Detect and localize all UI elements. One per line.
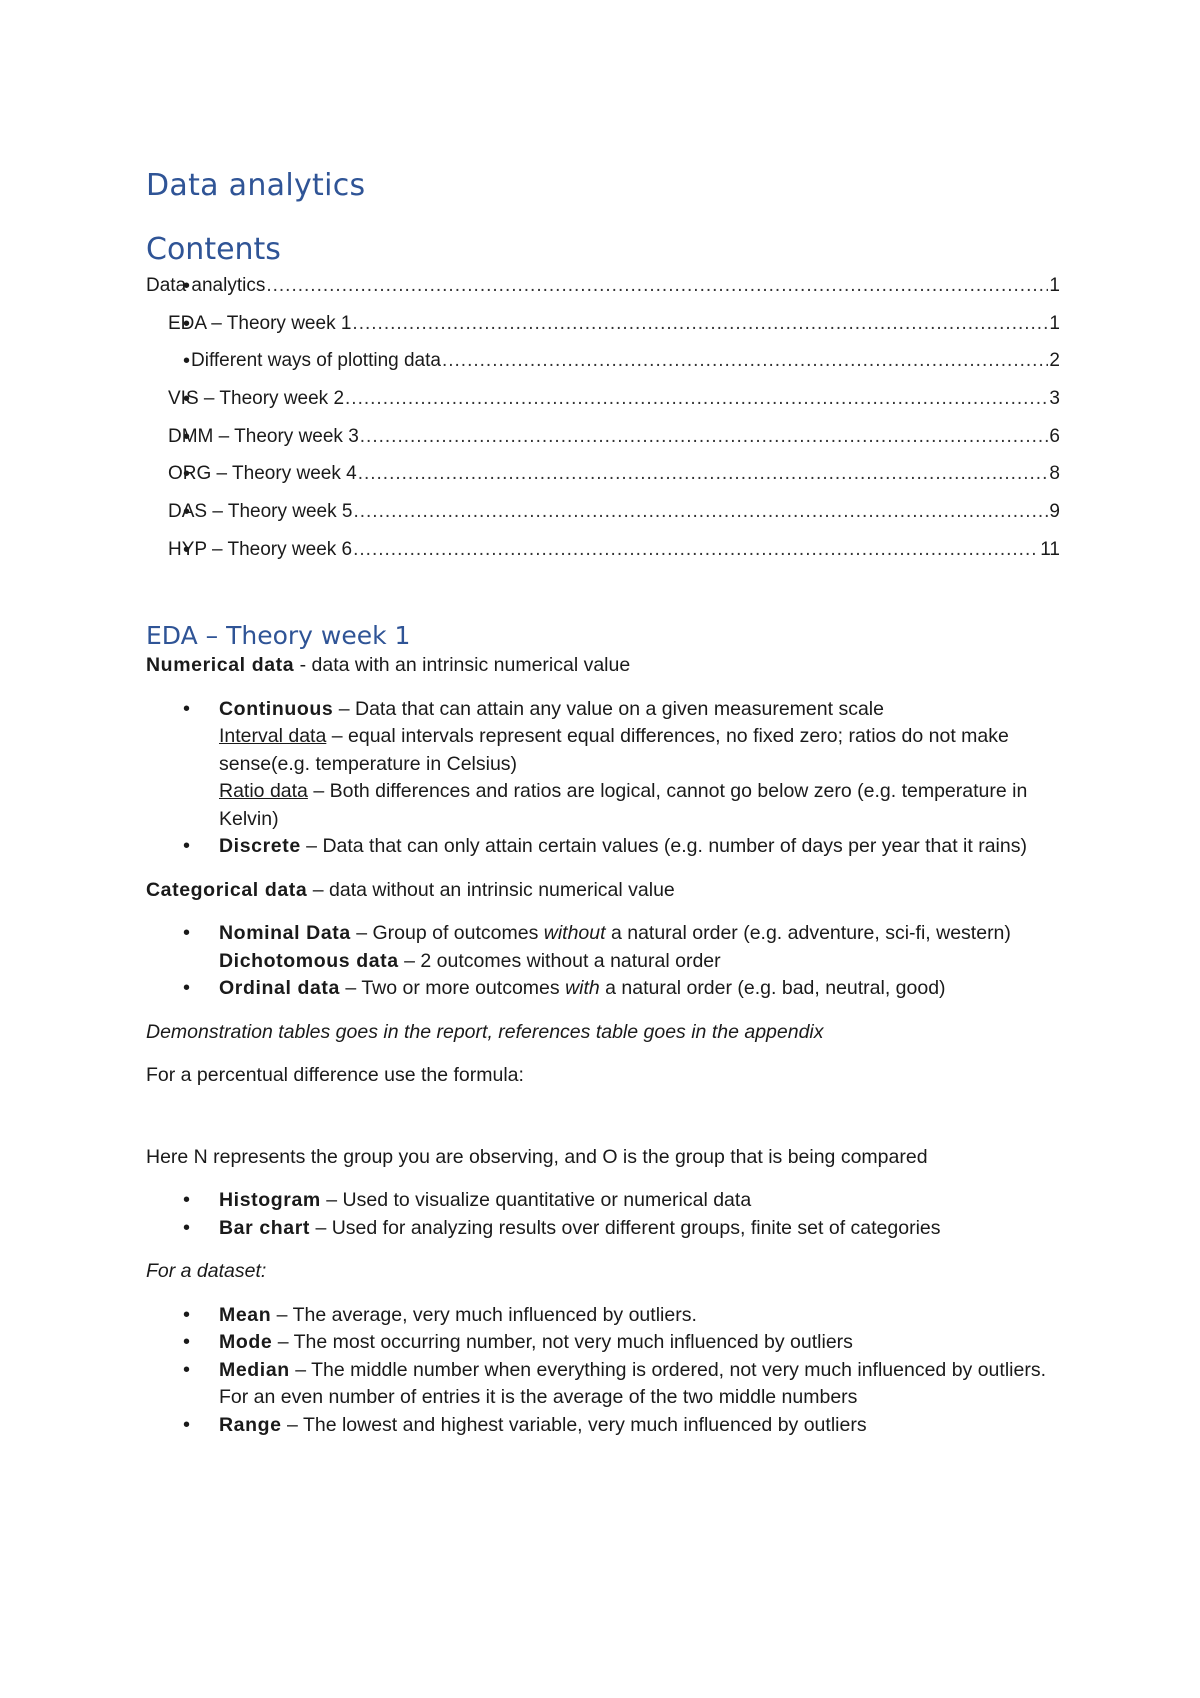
toc-entry-label: • HYP – Theory week 6: [168, 538, 353, 560]
toc-entry-label: • Different ways of plotting data: [191, 350, 441, 372]
toc-entry[interactable]: [146, 501, 1060, 539]
definition: – The average, very much influenced by outliers.: [271, 1303, 697, 1326]
definition: a natural order (e.g. adventure, sci-fi, western): [605, 922, 1011, 944]
term: Dichotomous data: [219, 949, 399, 972]
term: Discrete: [219, 835, 301, 857]
demo-note: [146, 1019, 1060, 1047]
definition: – Used for analyzing results over different groups, finite set of categories: [310, 1216, 941, 1239]
numerical-data-paragraph: [146, 652, 1060, 680]
emphasis: with: [565, 977, 600, 999]
definition: – The most occurring number, not very much influenced by outliers: [272, 1331, 853, 1353]
term: Median: [219, 1358, 290, 1381]
definition: – Group of outcomes: [350, 922, 544, 944]
toc-leader: [345, 388, 1048, 410]
definition: – equal intervals represent equal differences, no fixed zero; ratios do not make sense(e.g. temperature in Celsius): [219, 725, 1009, 775]
section-heading: EDA – Theory week 1: [146, 621, 411, 650]
section-body: [146, 620, 1060, 1455]
toc-entry[interactable]: [146, 539, 1060, 577]
term: Histogram: [219, 1189, 321, 1211]
toc-entry-label: • DAS – Theory week 5: [168, 501, 353, 523]
toc-entry[interactable]: [146, 350, 1060, 388]
dataset-intro-text: For a dataset:: [146, 1260, 267, 1282]
list-item: [146, 1329, 1060, 1357]
toc-entry[interactable]: [146, 463, 1060, 501]
toc-page-number: 3: [1049, 388, 1060, 410]
formula-note: Here N represents the group you are observing, and O is the group that is being compared: [146, 1145, 928, 1168]
dataset-intro: [146, 1258, 1060, 1286]
toc-entry[interactable]: [146, 275, 1060, 313]
list-item: [146, 1187, 1060, 1215]
list-item: [146, 920, 1060, 975]
toc-leader: [353, 539, 1039, 561]
toc-page-number: 9: [1049, 501, 1060, 523]
toc-entry-label: • ORG – Theory week 4: [168, 463, 357, 485]
formula-intro: For a percentual difference use the formula:: [146, 1064, 524, 1086]
definition: a natural order (e.g. bad, neutral, good): [599, 977, 946, 999]
term: Mean: [219, 1303, 272, 1326]
toc-page-number: 2: [1049, 350, 1060, 372]
contents-heading: Contents: [146, 232, 281, 267]
toc-entry[interactable]: [146, 388, 1060, 426]
list-item: [146, 833, 1060, 861]
toc-leader: [353, 501, 1048, 523]
toc-entry[interactable]: [146, 313, 1060, 351]
list-item: [146, 696, 1060, 834]
categorical-data-paragraph: [146, 877, 1060, 905]
list-item: [146, 1357, 1060, 1412]
numerical-data-list: [146, 696, 1060, 861]
term: Continuous: [219, 697, 334, 720]
categorical-data-list: [146, 920, 1060, 1003]
definition: – data without an intrinsic numerical value: [307, 878, 675, 901]
toc-page-number: 6: [1049, 425, 1060, 447]
definition: – Data that can only attain certain values (e.g. number of days per year that it rains): [300, 835, 1027, 857]
toc-page-number: 1: [1049, 275, 1060, 296]
toc-page-number: 1: [1049, 312, 1060, 334]
definition: – The lowest and highest variable, very much influenced by outliers: [281, 1413, 867, 1436]
definition: - data with an intrinsic numerical value: [294, 654, 631, 676]
toc-entry[interactable]: [146, 426, 1060, 464]
toc-leader: [442, 350, 1048, 372]
toc-entry-label: • EDA – Theory week 1: [168, 312, 352, 334]
toc-page-number: 8: [1049, 463, 1060, 485]
list-item: [146, 1412, 1060, 1440]
toc-entry-label: • Data analytics: [146, 275, 266, 296]
emphasis: without: [543, 922, 606, 944]
term: Range: [219, 1413, 282, 1436]
term: Interval data: [219, 725, 327, 747]
term: Categorical data: [146, 878, 308, 901]
toc-entry-label: • DMM – Theory week 3: [168, 425, 359, 447]
table-of-contents: [146, 275, 1060, 577]
demo-note-text: Demonstration tables goes in the report, references table goes in the appendix: [146, 1020, 824, 1043]
toc-leader: [352, 313, 1048, 335]
toc-page-number: 11: [1040, 538, 1060, 560]
toc-entry-label: • VIS – Theory week 2: [168, 388, 345, 410]
term: Numerical data: [146, 654, 295, 676]
document-title: Data analytics: [146, 168, 366, 203]
term: Ratio data: [219, 780, 308, 802]
definition: – The middle number when everything is ordered, not very much influenced by outliers. For an even number of entries it is the average of the two middle numbers: [219, 1358, 1046, 1408]
list-item: [146, 1215, 1060, 1243]
definition: – 2 outcomes without a natural order: [398, 949, 721, 972]
term: Nominal Data: [219, 922, 351, 944]
toc-leader: [358, 463, 1049, 485]
list-item: [146, 1302, 1060, 1330]
term: Bar chart: [219, 1216, 311, 1239]
list-item: [146, 975, 1060, 1003]
definition: – Both differences and ratios are logical, cannot go below zero (e.g. temperature in Kelvin): [219, 780, 1028, 830]
definition: – Two or more outcomes: [339, 977, 566, 999]
term: Mode: [219, 1331, 273, 1353]
toc-leader: [266, 275, 1048, 297]
statistics-list: [146, 1302, 1060, 1440]
chart-types-list: [146, 1187, 1060, 1242]
definition: – Used to visualize quantitative or numerical data: [320, 1189, 752, 1211]
definition: – Data that can attain any value on a given measurement scale: [333, 697, 884, 720]
toc-leader: [360, 426, 1049, 448]
formula-placeholder: [146, 1090, 1060, 1144]
term: Ordinal data: [219, 977, 340, 999]
